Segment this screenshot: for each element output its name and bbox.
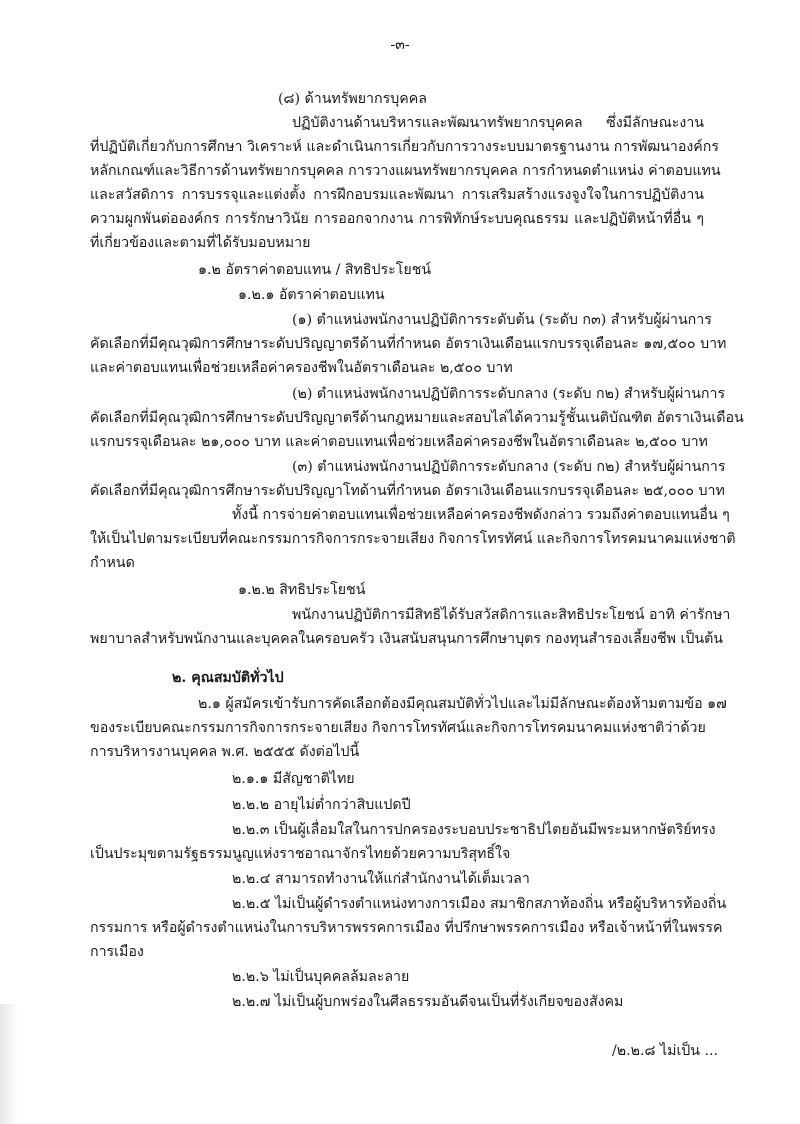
salary-item-2-line: แรกบรรจุเดือนละ ๒๑,๐๐๐ บาท และค่าตอบแทนเพื่อช่วยเหลือค่าครองชีพในอัตราเดือนละ ๒,๕๐๐ บาท — [90, 434, 708, 450]
salary-item-2-line: คัดเลือกที่มีคุณวุฒิการศึกษาระดับปริญญาตรีด้านกฎหมายและสอบไล่ได้ความรู้ชั้นเนติบัณฑิต อัตราเงินเดือน — [90, 410, 744, 426]
compensation-note-line: ให้เป็นไปตามระเบียบที่คณะกรรมการกิจการกระจายเสียง กิจการโทรทัศน์ และกิจการโทรคมนาคมแห่งชาติ — [90, 531, 736, 547]
hr-section-heading: (๘) ด้านทรัพยากรบุคคล — [278, 91, 427, 107]
paragraph-line: หลักเกณฑ์และวิธีการด้านทรัพยากรบุคคล การวางแผนทรัพยากรบุคคล การกำหนดตำแหน่ง ค่าตอบแทน — [90, 163, 721, 179]
benefits-subheading: ๑.๒.๒ สิทธิประโยชน์ — [238, 582, 366, 598]
qualification-item: ๒.๒.๓ เป็นผู้เลื่อมใสในการปกครองระบอบประชาธิปไตยอันมีพระมหากษัตริย์ทรง — [232, 822, 716, 838]
paragraph-line: ที่เกี่ยวข้องและตามที่ได้รับมอบหมาย — [90, 235, 311, 251]
benefits-line: พนักงานปฏิบัติการมีสิทธิได้รับสวัสดิการและสิทธิประโยชน์ อาทิ ค่ารักษา — [292, 607, 731, 623]
salary-item-1-line: คัดเลือกที่มีคุณวุฒิการศึกษาระดับปริญญาตรีด้านที่กำหนด อัตราเงินเดือนแรกบรรจุเดือนละ ๑๗,๕๐๐ บาท — [90, 336, 727, 352]
qualification-item: ๒.๒.๕ ไม่เป็นผู้ดำรงตำแหน่งทางการเมือง สมาชิกสภาท้องถิ่น หรือผู้บริหารท้องถิ่น — [232, 896, 727, 912]
qualification-item-line: การเมือง — [90, 944, 144, 960]
benefits-line: พยาบาลสำหรับพนักงานและบุคคลในครอบครัว เงินสนับสนุนการศึกษาบุตร กองทุนสำรองเลี้ยงชีพ เป็นต้น — [90, 631, 723, 647]
salary-item-1: (๑) ตำแหน่งพนักงานปฏิบัติการระดับต้น (ระดับ ก๓) สำหรับผู้ผ่านการ — [292, 312, 712, 328]
salary-item-3: (๓) ตำแหน่งพนักงานปฏิบัติการระดับกลาง (ระดับ ก๒) สำหรับผู้ผ่านการ — [292, 459, 726, 475]
paragraph-line: ปฏิบัติงานด้านบริหารและพัฒนาทรัพยากรบุคคล ซึ่งมีลักษณะงาน — [292, 115, 704, 131]
salary-item-3-line: คัดเลือกที่มีคุณวุฒิการศึกษาระดับปริญญาโทด้านที่กำหนด อัตราเงินเดือนแรกบรรจุเดือนละ ๒๕,๐๐๐ บาท — [90, 483, 725, 499]
compensation-note-line: กำหนด — [90, 555, 135, 571]
qualification-item: ๒.๒.๖ ไม่เป็นบุคคลล้มละลาย — [232, 969, 410, 985]
page-number: -๓- — [390, 37, 410, 53]
qualification-item-line: กรรมการ หรือผู้ดำรงตำแหน่งในการบริหารพรรคการเมือง ที่ปรึกษาพรรคการเมือง หรือเจ้าหน้าที่ในพรรค — [90, 920, 723, 936]
qualification-item: ๒.๒.๒ อายุไม่ต่ำกว่าสิบแปดปี — [232, 797, 411, 813]
paragraph-line: และสวัสดิการ การบรรจุและแต่งตั้ง การฝึกอบรมและพัฒนา การเสริมสร้างแรงจูงใจในการปฏิบัติงาน — [90, 187, 704, 203]
continuation-marker: /๒.๒.๘ ไม่เป็น ... — [612, 1043, 719, 1059]
qualifications-intro-line: การบริหารงานบุคคล พ.ศ. ๒๕๕๕ ดังต่อไปนี้ — [90, 744, 360, 760]
compensation-note: ทั้งนี้ การจ่ายค่าตอบแทนเพื่อช่วยเหลือค่าครองชีพดังกล่าว รวมถึงค่าตอบแทนอื่น ๆ — [232, 507, 730, 523]
qualification-item: ๒.๑.๑ มีสัญชาติไทย — [232, 771, 355, 787]
salary-rate-subheading: ๑.๒.๑ อัตราค่าตอบแทน — [238, 287, 385, 303]
salary-item-2: (๒) ตำแหน่งพนักงานปฏิบัติการระดับกลาง (ระดับ ก๒) สำหรับผู้ผ่านการ — [292, 386, 726, 402]
paragraph-line: ความผูกพันต่อองค์กร การรักษาวินัย การออกจากงาน การพิทักษ์ระบบคุณธรรม และปฏิบัติหน้าที่อื่น ๆ — [90, 211, 704, 227]
scan-edge-shadow — [0, 1004, 18, 1124]
qualifications-intro-line: ของระเบียบคณะกรรมการกิจการกระจายเสียง กิจการโทรทัศน์และกิจการโทรคมนาคมแห่งชาติว่าด้วย — [90, 720, 706, 736]
qualifications-heading: ๒. คุณสมบัติทั่วไป — [172, 670, 284, 686]
paragraph-line: ที่ปฏิบัติเกี่ยวกับการศึกษา วิเคราะห์ และดำเนินการเกี่ยวกับการวางระบบมาตรฐานงาน การพัฒนาองค์กร — [90, 139, 719, 155]
qualifications-intro: ๒.๑ ผู้สมัครเข้ารับการคัดเลือกต้องมีคุณสมบัติทั่วไปและไม่มีลักษณะต้องห้ามตามข้อ ๑๗ — [198, 696, 727, 712]
qualification-item-line: เป็นประมุขตามรัฐธรรมนูญแห่งราชอาณาจักรไทยด้วยความบริสุทธิ์ใจ — [90, 846, 511, 862]
salary-item-1-line: และค่าตอบแทนเพื่อช่วยเหลือค่าครองชีพในอัตราเดือนละ ๒,๕๐๐ บาท — [90, 360, 513, 376]
compensation-heading: ๑.๒ อัตราค่าตอบแทน / สิทธิประโยชน์ — [198, 262, 432, 278]
qualification-item: ๒.๒.๗ ไม่เป็นผู้บกพร่องในศีลธรรมอันดีจนเป็นที่รังเกียจของสังคม — [232, 994, 624, 1010]
qualification-item: ๒.๒.๔ สามารถทำงานให้แก่สำนักงานได้เต็มเวลา — [232, 871, 530, 887]
